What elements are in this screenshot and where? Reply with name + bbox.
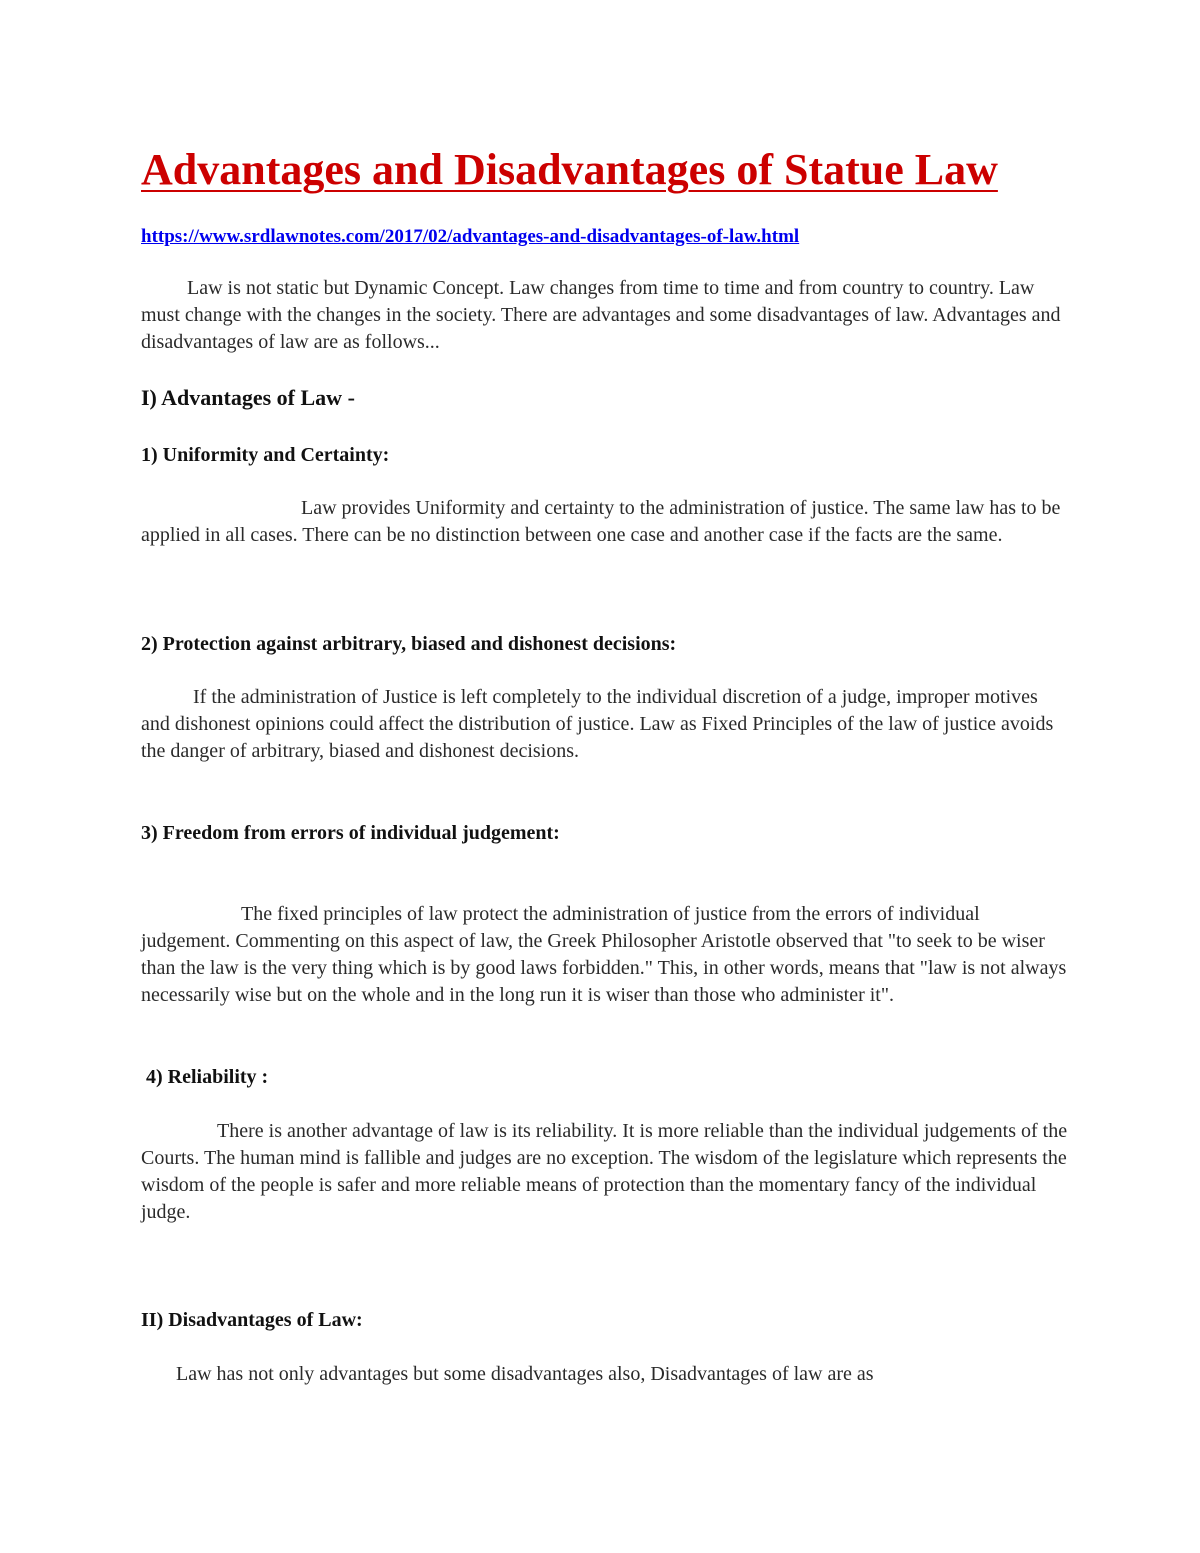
disadvantages-heading: II) Disadvantages of Law: [141,1309,363,1331]
advantages-heading: I) Advantages of Law - [141,385,355,410]
advantage-2-body: If the administration of Justice is left completely to the individual discretion of a judge, improper motives and dishonest opinions could affect the distribution of justice. Law as Fixed Principles of the law of justice avoids the danger of arbitrary, biased and dishonest decisions. [141,686,1054,762]
disadvantages-intro: Law has not only advantages but some disadvantages also, Disadvantages of law are as [176,1363,874,1385]
advantage-4-heading: 4) Reliability : [146,1066,269,1088]
intro-paragraph: Law is not static but Dynamic Concept. Law changes from time to time and from country to country. Law must change with the changes in the society. There are advantages and some disadvantages of law. Advantages and disadvantages of law are as follows... [141,277,1061,353]
advantage-1-body: Law provides Uniformity and certainty to the administration of justice. The same law has to be applied in all cases. There can be no distinction between one case and another case if the facts are the same. [141,497,1061,546]
page-title: Advantages and Disadvantages of Statue Law [141,145,998,194]
advantage-3-body: The fixed principles of law protect the administration of justice from the errors of individual judgement. Commenting on this aspect of law, the Greek Philosopher Aristotle observed that "to seek to be wiser than the law is the very thing which is by good laws forbidden." This, in other words, means that "law is not always necessarily wise but on the whole and in the long run it is wiser than those who administer it". [141,903,1067,1006]
advantage-2-heading: 2) Protection against arbitrary, biased and dishonest decisions: [141,633,677,655]
source-link[interactable]: https://www.srdlawnotes.com/2017/02/advantages-and-disadvantages-of-law.html [141,226,800,247]
advantage-3-heading: 3) Freedom from errors of individual judgement: [141,822,560,844]
advantage-1-heading: 1) Uniformity and Certainty: [141,444,390,466]
advantage-4-body: There is another advantage of law is its reliability. It is more reliable than the individual judgements of the Courts. The human mind is fallible and judges are no exception. The wisdom of the legislature which represents the wisdom of the people is safer and more reliable means of protection than the momentary fancy of the individual judge. [141,1120,1068,1223]
